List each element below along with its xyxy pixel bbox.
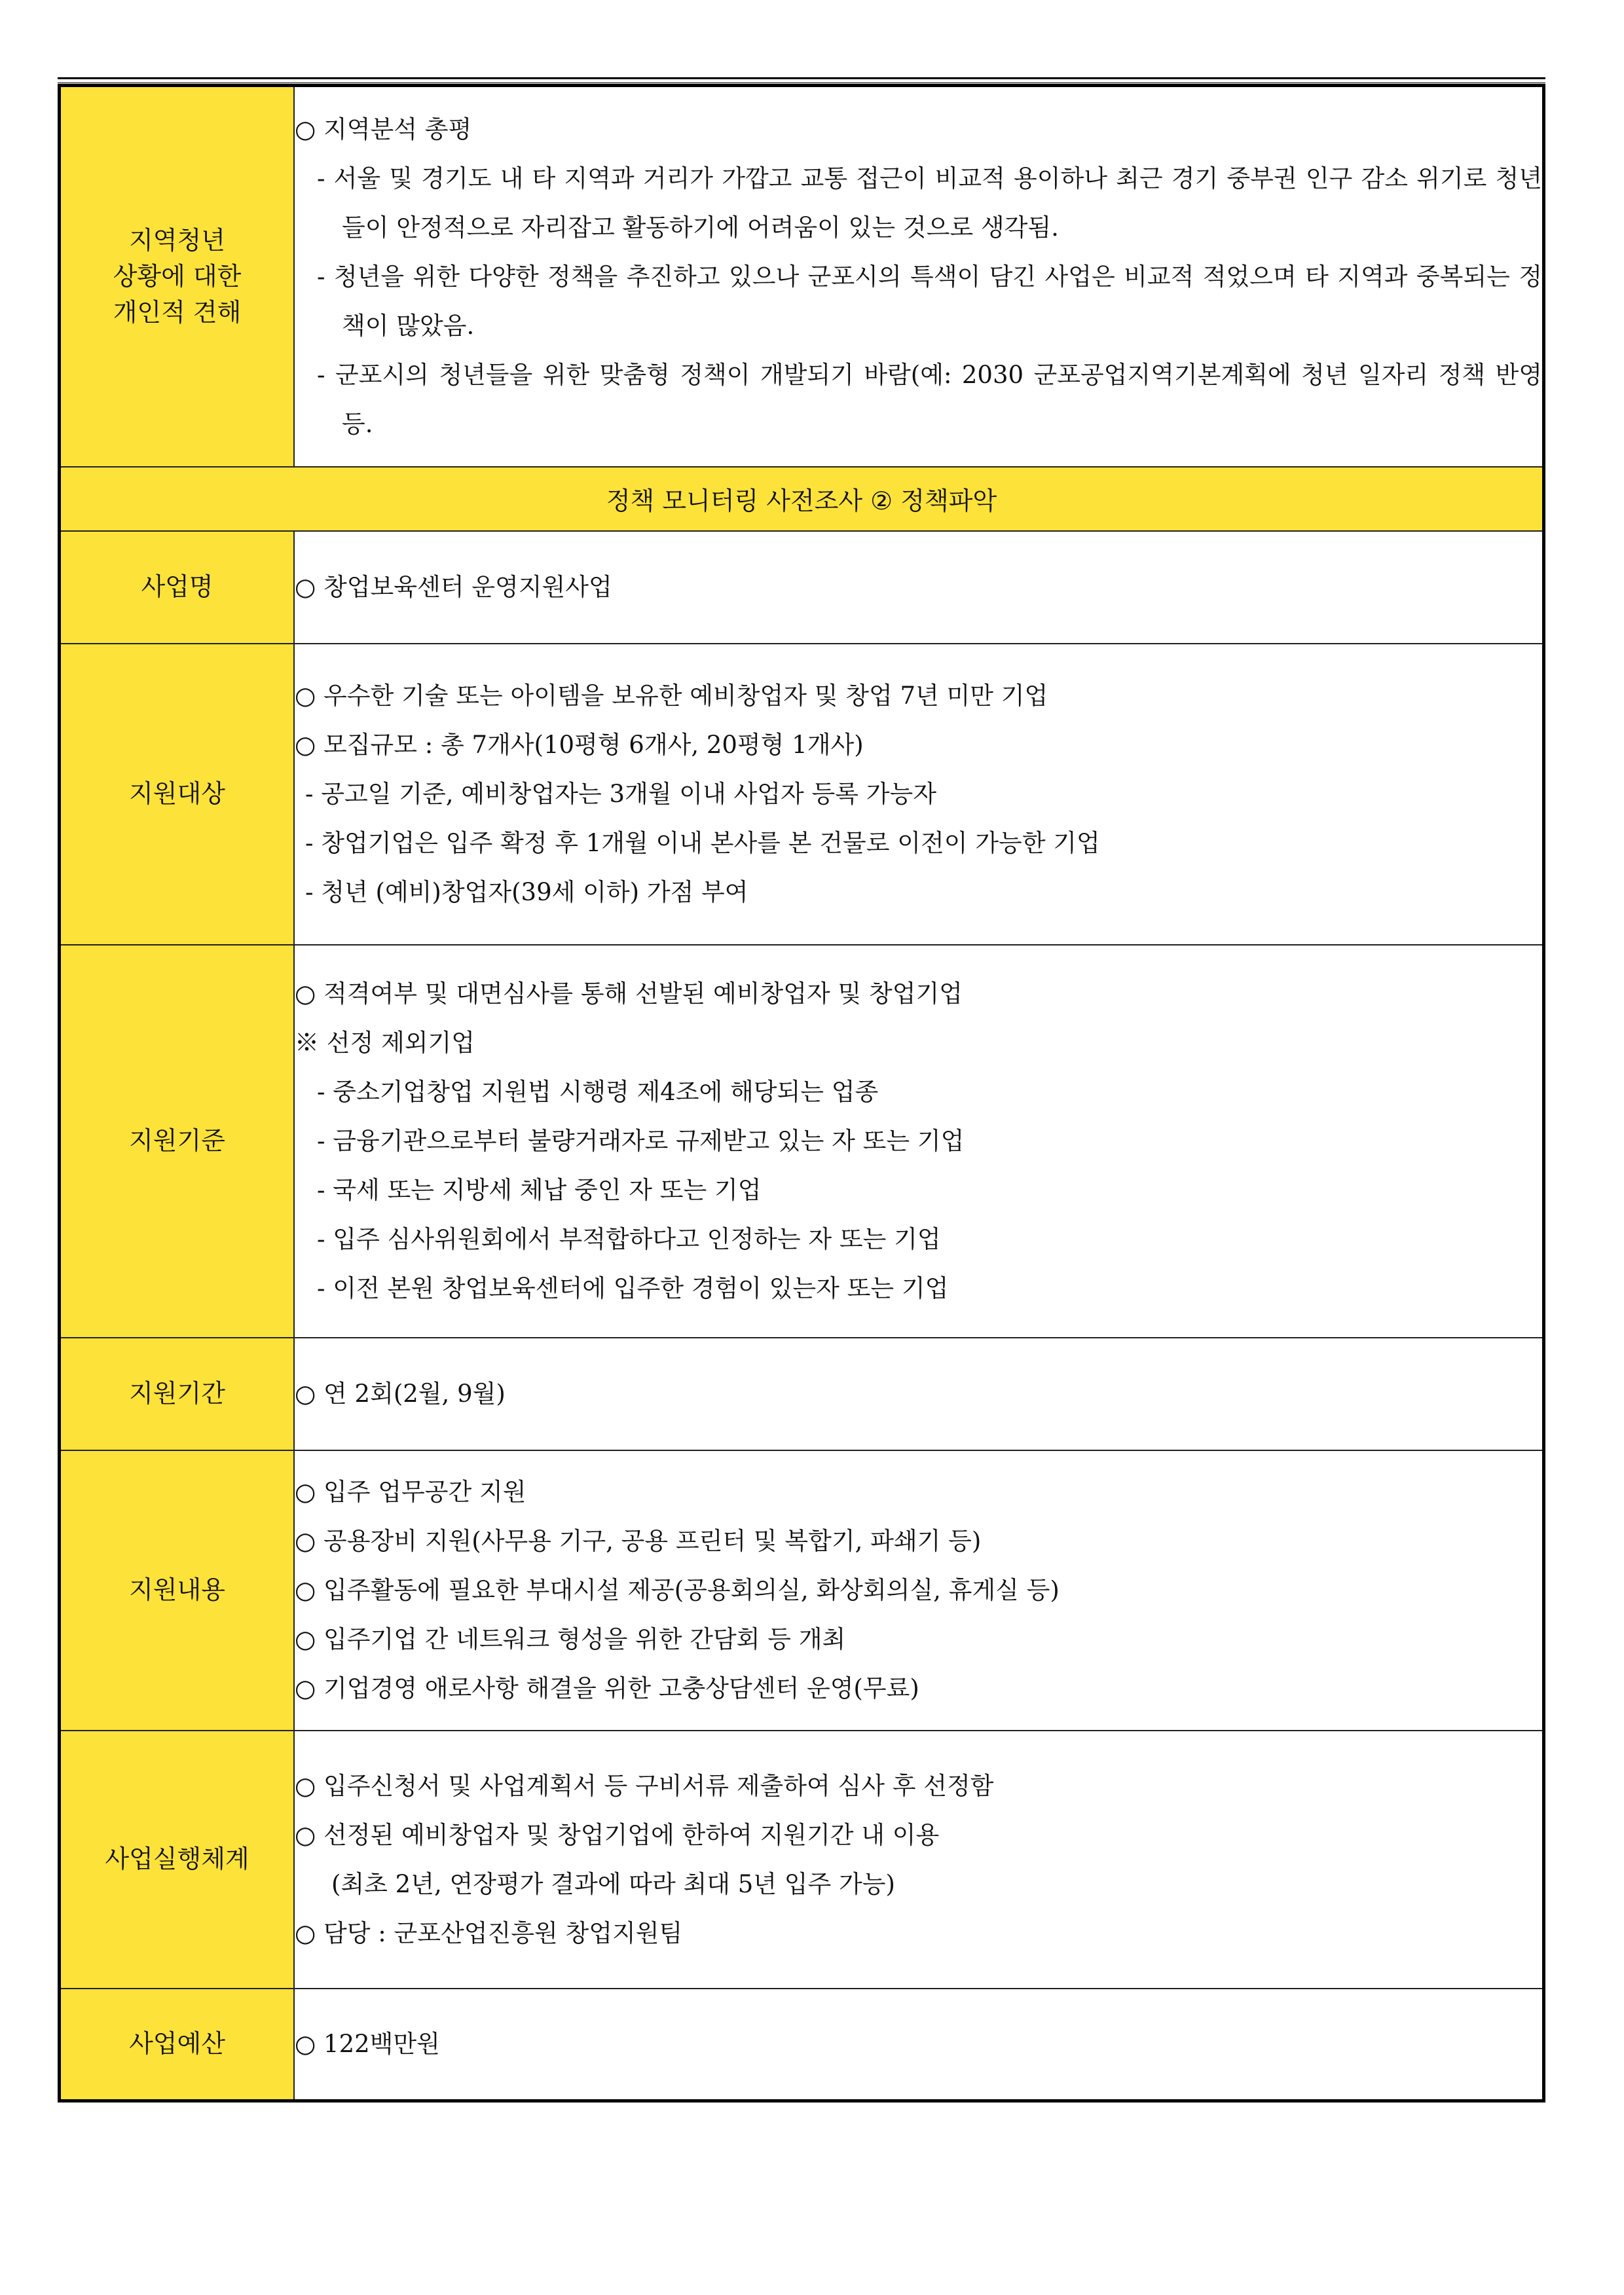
target-label: 지원대상 <box>60 644 295 945</box>
overview-content <box>294 86 1544 467</box>
target-content <box>294 644 1544 945</box>
name-content <box>294 531 1544 644</box>
target-line: ○ 모집규모 : 총 7개사(10평형 6개사, 20평형 1개사) <box>295 731 864 759</box>
criteria-line: - 입주 심사위원회에서 부적합하다고 인정하는 자 또는 기업 <box>317 1225 941 1253</box>
criteria-line: - 중소기업창업 지원법 시행령 제4조에 해당되는 업종 <box>317 1078 879 1106</box>
content-line: ○ 공용장비 지원(사무용 기구, 공용 프린터 및 복합기, 파쇄기 등) <box>295 1527 982 1555</box>
budget-content <box>294 1989 1544 2101</box>
policy-table <box>58 84 1545 2102</box>
criteria-line: - 금융기관으로부터 불량거래자로 규제받고 있는 자 또는 기업 <box>317 1127 965 1155</box>
content-label: 지원내용 <box>60 1450 295 1731</box>
content-line: ○ 입주활동에 필요한 부대시설 제공(공용회의실, 화상회의실, 휴게실 등) <box>295 1576 1060 1604</box>
target-line: - 청년 (예비)창업자(39세 이하) 가점 부여 <box>305 878 748 906</box>
content-line: ○ 입주기업 간 네트워크 형성을 위한 간담회 등 개최 <box>295 1625 846 1653</box>
budget-line: ○ 122백만원 <box>295 2030 440 2059</box>
criteria-line: - 이전 본원 창업보육센터에 입주한 경험이 있는자 또는 기업 <box>317 1274 949 1302</box>
system-line: ○ 입주신청서 및 사업계획서 등 구비서류 제출하여 심사 후 선정함 <box>295 1771 994 1800</box>
top-rule <box>58 77 1545 79</box>
row-content <box>60 1450 1544 1731</box>
system-line: (최초 2년, 연장평가 결과에 따라 최대 5년 입주 가능) <box>331 1869 895 1898</box>
budget-label: 사업예산 <box>60 1989 295 2101</box>
content-line: ○ 입주 업무공간 지원 <box>295 1478 526 1506</box>
overview-item: - 서울 및 경기도 내 타 지역과 거리가 가깝고 교통 접근이 비교적 용이하나 최근 경기 중부권 인구 감소 위기로 청년들이 안정적으로 자리잡고 활동하기에 어려움이 있는 것으로 생각됨. <box>317 164 1542 242</box>
banner-row <box>60 467 1544 531</box>
overview-label <box>60 86 295 467</box>
row-name <box>60 531 1544 644</box>
overview-heading: ○ 지역분석 총평 <box>295 115 472 143</box>
system-content <box>294 1731 1544 1989</box>
target-line: - 창업기업은 입주 확정 후 1개월 이내 본사를 본 건물로 이전이 가능한 기업 <box>305 829 1100 857</box>
row-criteria <box>60 945 1544 1338</box>
overview-item: - 군포시의 청년들을 위한 맞춤형 정책이 개발되기 바람(예: 2030 군포공업지역기본계획에 청년 일자리 정책 반영 등. <box>317 360 1542 438</box>
criteria-label: 지원기준 <box>60 945 295 1338</box>
row-system <box>60 1731 1544 1989</box>
overview-item: - 청년을 위한 다양한 정책을 추진하고 있으나 군포시의 특색이 담긴 사업은 비교적 적었으며 타 지역과 중복되는 정책이 많았음. <box>317 262 1542 340</box>
content-line: ○ 기업경영 애로사항 해결을 위한 고충상담센터 운영(무료) <box>295 1674 919 1702</box>
overview-label-line: 개인적 견해 <box>113 297 242 327</box>
criteria-line: ○ 적격여부 및 대면심사를 통해 선발된 예비창업자 및 창업기업 <box>295 980 963 1008</box>
period-label: 지원기간 <box>60 1338 295 1450</box>
target-line: - 공고일 기준, 예비창업자는 3개월 이내 사업자 등록 가능자 <box>305 780 936 808</box>
overview-label-line: 상황에 대한 <box>113 261 242 291</box>
name-line: ○ 창업보육센터 운영지원사업 <box>295 573 612 601</box>
content-content <box>294 1450 1544 1731</box>
period-content <box>294 1338 1544 1450</box>
section-banner: 정책 모니터링 사전조사 ② 정책파악 <box>60 467 1544 531</box>
overview-label-line: 지역청년 <box>129 225 225 255</box>
system-line: ○ 선정된 예비창업자 및 창업기업에 한하여 지원기간 내 이용 <box>295 1820 940 1849</box>
criteria-line: ※ 선정 제외기업 <box>295 1029 475 1057</box>
target-line: ○ 우수한 기술 또는 아이템을 보유한 예비창업자 및 창업 7년 미만 기업 <box>295 682 1048 710</box>
row-period <box>60 1338 1544 1450</box>
criteria-content <box>294 945 1544 1338</box>
name-label: 사업명 <box>60 531 295 644</box>
overview-row <box>60 86 1544 467</box>
system-label: 사업실행체계 <box>60 1731 295 1989</box>
row-target <box>60 644 1544 945</box>
criteria-line: - 국세 또는 지방세 체납 중인 자 또는 기업 <box>317 1176 762 1204</box>
row-budget <box>60 1989 1544 2101</box>
system-line: ○ 담당 : 군포산업진흥원 창업지원팀 <box>295 1919 683 1947</box>
period-line: ○ 연 2회(2월, 9월) <box>295 1380 506 1408</box>
